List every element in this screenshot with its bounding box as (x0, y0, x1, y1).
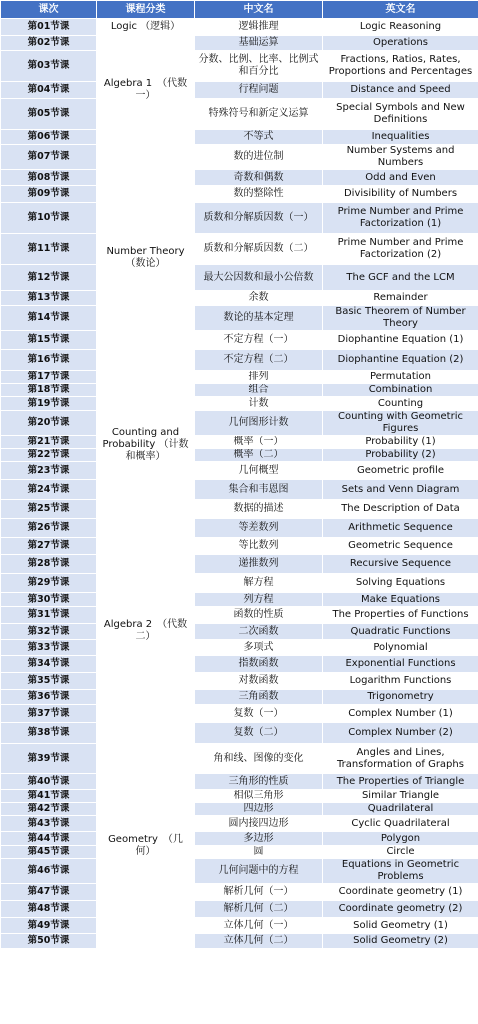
table-row (1, 673, 478, 690)
chinese-name: 逻辑推理 (195, 19, 323, 36)
table-row (1, 397, 478, 411)
english-name: Special Symbols and New Definitions (323, 99, 478, 130)
lesson-number: 第30节课 (1, 593, 97, 607)
chinese-name: 不定方程（一） (195, 331, 323, 350)
english-name: Cyclic Quadrilateral (323, 816, 478, 832)
lesson-number: 第16节课 (1, 350, 97, 371)
chinese-name: 质数和分解质因数（二） (195, 234, 323, 265)
english-name: Similar Triangle (323, 790, 478, 803)
table-row (1, 130, 478, 145)
table-row (1, 170, 478, 186)
lesson-number: 第20节课 (1, 411, 97, 436)
english-name: The Properties of Functions (323, 607, 478, 624)
chinese-name: 排列 (195, 371, 323, 384)
english-name: Counting (323, 397, 478, 411)
table-row (1, 350, 478, 371)
lesson-number: 第17节课 (1, 371, 97, 384)
table-row (1, 500, 478, 519)
chinese-name: 函数的性质 (195, 607, 323, 624)
lesson-number: 第43节课 (1, 816, 97, 832)
table-row (1, 803, 478, 816)
english-name: Polygon (323, 832, 478, 846)
chinese-name: 多项式 (195, 640, 323, 656)
lesson-number: 第05节课 (1, 99, 97, 130)
header-category: 课程分类 (97, 1, 195, 19)
lesson-number: 第29节课 (1, 574, 97, 593)
lesson-number: 第12节课 (1, 265, 97, 291)
english-name: Solid Geometry (1) (323, 918, 478, 934)
english-name: Polynomial (323, 640, 478, 656)
lesson-number: 第32节课 (1, 624, 97, 640)
english-name: Coordinate geometry (2) (323, 901, 478, 918)
chinese-name: 集合和韦恩图 (195, 480, 323, 500)
lesson-number: 第19节课 (1, 397, 97, 411)
chinese-name: 特殊符号和新定义运算 (195, 99, 323, 130)
table-row (1, 291, 478, 306)
chinese-name: 二次函数 (195, 624, 323, 640)
chinese-name: 最大公因数和最小公倍数 (195, 265, 323, 291)
lesson-number: 第07节课 (1, 145, 97, 170)
chinese-name: 奇数和偶数 (195, 170, 323, 186)
chinese-name: 四边形 (195, 803, 323, 816)
lesson-number: 第34节课 (1, 656, 97, 673)
lesson-number: 第23节课 (1, 462, 97, 480)
lesson-number: 第41节课 (1, 790, 97, 803)
chinese-name: 递推数列 (195, 555, 323, 574)
table-row (1, 744, 478, 774)
lesson-number: 第18节课 (1, 384, 97, 397)
lesson-number: 第31节课 (1, 607, 97, 624)
english-name: Trigonometry (323, 690, 478, 705)
lesson-number: 第15节课 (1, 331, 97, 350)
table-row (1, 790, 478, 803)
english-name: Complex Number (1) (323, 705, 478, 723)
chinese-name: 计数 (195, 397, 323, 411)
english-name: Arithmetic Sequence (323, 519, 478, 538)
chinese-name: 数论的基本定理 (195, 306, 323, 331)
table-row (1, 82, 478, 99)
lesson-number: 第10节课 (1, 203, 97, 234)
english-name: Permutation (323, 371, 478, 384)
lesson-number: 第14节课 (1, 306, 97, 331)
english-name: Circle (323, 846, 478, 859)
table-row (1, 306, 478, 331)
table-row (1, 884, 478, 901)
chinese-name: 解方程 (195, 574, 323, 593)
chinese-name: 等比数列 (195, 538, 323, 555)
english-name: Basic Theorem of Number Theory (323, 306, 478, 331)
lesson-number: 第11节课 (1, 234, 97, 265)
english-name: Counting with Geometric Figures (323, 411, 478, 436)
english-name: Inequalities (323, 130, 478, 145)
table-row (1, 411, 478, 436)
chinese-name: 复数（一） (195, 705, 323, 723)
table-row (1, 265, 478, 291)
table-row (1, 656, 478, 673)
english-name: Geometric Sequence (323, 538, 478, 555)
chinese-name: 分数、比例、比率、比例式和百分比 (195, 51, 323, 82)
lesson-number: 第03节课 (1, 51, 97, 82)
chinese-name: 不定方程（二） (195, 350, 323, 371)
english-name: Logarithm Functions (323, 673, 478, 690)
english-name: Angles and Lines, Transformation of Graphs (323, 744, 478, 774)
table-body (1, 19, 478, 949)
chinese-name: 三角形的性质 (195, 774, 323, 790)
english-name: Exponential Functions (323, 656, 478, 673)
lesson-number: 第02节课 (1, 36, 97, 51)
chinese-name: 概率（一） (195, 436, 323, 449)
lesson-number: 第48节课 (1, 901, 97, 918)
table-row (1, 624, 478, 640)
chinese-name: 相似三角形 (195, 790, 323, 803)
chinese-name: 几何图形计数 (195, 411, 323, 436)
lesson-number: 第50节课 (1, 934, 97, 949)
chinese-name: 余数 (195, 291, 323, 306)
chinese-name: 圆内接四边形 (195, 816, 323, 832)
english-name: Combination (323, 384, 478, 397)
chinese-name: 基础运算 (195, 36, 323, 51)
chinese-name: 对数函数 (195, 673, 323, 690)
table-row (1, 51, 478, 82)
lesson-number: 第45节课 (1, 846, 97, 859)
lesson-number: 第01节课 (1, 19, 97, 36)
english-name: Fractions, Ratios, Rates, Proportions and Percentages (323, 51, 478, 82)
chinese-name: 三角函数 (195, 690, 323, 705)
english-name: The GCF and the LCM (323, 265, 478, 291)
english-name: Distance and Speed (323, 82, 478, 99)
lesson-number: 第26节课 (1, 519, 97, 538)
english-name: Odd and Even (323, 170, 478, 186)
table-row (1, 607, 478, 624)
header-lesson: 课次 (1, 1, 97, 19)
chinese-name: 解析几何（一） (195, 884, 323, 901)
english-name: The Description of Data (323, 500, 478, 519)
header-row (1, 1, 478, 19)
header-chinese: 中文名 (195, 1, 323, 19)
english-name: Quadrilateral (323, 803, 478, 816)
english-name: Operations (323, 36, 478, 51)
chinese-name: 数的整除性 (195, 186, 323, 203)
chinese-name: 几何问题中的方程 (195, 859, 323, 884)
english-name: Probability (1) (323, 436, 478, 449)
table-row (1, 384, 478, 397)
table-row (1, 538, 478, 555)
table-row (1, 36, 478, 51)
english-name: Prime Number and Prime Factorization (2) (323, 234, 478, 265)
table-row (1, 574, 478, 593)
table-row (1, 186, 478, 203)
chinese-name: 数的进位制 (195, 145, 323, 170)
english-name: Logic Reasoning (323, 19, 478, 36)
lesson-number: 第24节课 (1, 480, 97, 500)
lesson-number: 第08节课 (1, 170, 97, 186)
english-name: Sets and Venn Diagram (323, 480, 478, 500)
english-name: Diophantine Equation (2) (323, 350, 478, 371)
table-row (1, 203, 478, 234)
lesson-number: 第38节课 (1, 723, 97, 744)
table-row (1, 234, 478, 265)
category-cell: Number Theory （数论） (97, 145, 195, 371)
lesson-number: 第47节课 (1, 884, 97, 901)
chinese-name: 几何概型 (195, 462, 323, 480)
lesson-number: 第36节课 (1, 690, 97, 705)
lesson-number: 第37节课 (1, 705, 97, 723)
lesson-number: 第09节课 (1, 186, 97, 203)
table-row (1, 371, 478, 384)
category-cell: Algebra 2 （代数二） (97, 519, 195, 744)
lesson-number: 第25节课 (1, 500, 97, 519)
lesson-number: 第49节课 (1, 918, 97, 934)
chinese-name: 多边形 (195, 832, 323, 846)
table-row (1, 519, 478, 538)
table-row (1, 816, 478, 832)
table-row (1, 640, 478, 656)
category-cell: Counting and Probability （计数和概率） (97, 371, 195, 519)
chinese-name: 列方程 (195, 593, 323, 607)
chinese-name: 概率（二） (195, 449, 323, 462)
english-name: Geometric profile (323, 462, 478, 480)
english-name: Make Equations (323, 593, 478, 607)
lesson-number: 第21节课 (1, 436, 97, 449)
table-row (1, 436, 478, 449)
lesson-number: 第46节课 (1, 859, 97, 884)
english-name: Number Systems and Numbers (323, 145, 478, 170)
chinese-name: 立体几何（一） (195, 918, 323, 934)
table-row (1, 480, 478, 500)
english-name: Solid Geometry (2) (323, 934, 478, 949)
chinese-name: 解析几何（二） (195, 901, 323, 918)
table-row (1, 145, 478, 170)
lesson-number: 第06节课 (1, 130, 97, 145)
table-row (1, 774, 478, 790)
lesson-number: 第39节课 (1, 744, 97, 774)
english-name: Equations in Geometric Problems (323, 859, 478, 884)
table-row (1, 832, 478, 846)
table-row (1, 19, 478, 36)
table-row (1, 331, 478, 350)
lesson-number: 第40节课 (1, 774, 97, 790)
lesson-number: 第44节课 (1, 832, 97, 846)
table-row (1, 723, 478, 744)
english-name: Diophantine Equation (1) (323, 331, 478, 350)
english-name: Quadratic Functions (323, 624, 478, 640)
header-english: 英文名 (323, 1, 478, 19)
lesson-number: 第04节课 (1, 82, 97, 99)
table-row (1, 99, 478, 130)
table-row (1, 690, 478, 705)
english-name: The Properties of Triangle (323, 774, 478, 790)
english-name: Complex Number (2) (323, 723, 478, 744)
lesson-number: 第33节课 (1, 640, 97, 656)
chinese-name: 不等式 (195, 130, 323, 145)
table-row (1, 593, 478, 607)
lesson-number: 第13节课 (1, 291, 97, 306)
category-cell: Algebra 1 （代数一） (97, 36, 195, 145)
table-row (1, 918, 478, 934)
chinese-name: 立体几何（二） (195, 934, 323, 949)
table-row (1, 705, 478, 723)
table-row (1, 846, 478, 859)
english-name: Coordinate geometry (1) (323, 884, 478, 901)
lesson-number: 第28节课 (1, 555, 97, 574)
table-row (1, 449, 478, 462)
chinese-name: 组合 (195, 384, 323, 397)
table-row (1, 859, 478, 884)
chinese-name: 等差数列 (195, 519, 323, 538)
lesson-number: 第22节课 (1, 449, 97, 462)
chinese-name: 复数（二） (195, 723, 323, 744)
chinese-name: 数据的描述 (195, 500, 323, 519)
table-row (1, 555, 478, 574)
chinese-name: 质数和分解质因数（一） (195, 203, 323, 234)
category-cell: Logic （逻辑） (97, 19, 195, 36)
chinese-name: 角和线、图像的变化 (195, 744, 323, 774)
chinese-name: 行程问题 (195, 82, 323, 99)
chinese-name: 指数函数 (195, 656, 323, 673)
lesson-number: 第27节课 (1, 538, 97, 555)
english-name: Probability (2) (323, 449, 478, 462)
table-row (1, 934, 478, 949)
table-row (1, 901, 478, 918)
english-name: Divisibility of Numbers (323, 186, 478, 203)
table-row (1, 462, 478, 480)
english-name: Prime Number and Prime Factorization (1) (323, 203, 478, 234)
english-name: Recursive Sequence (323, 555, 478, 574)
lesson-number: 第42节课 (1, 803, 97, 816)
chinese-name: 圆 (195, 846, 323, 859)
category-cell: Geometry （几何） (97, 744, 195, 949)
english-name: Remainder (323, 291, 478, 306)
lesson-number: 第35节课 (1, 673, 97, 690)
english-name: Solving Equations (323, 574, 478, 593)
